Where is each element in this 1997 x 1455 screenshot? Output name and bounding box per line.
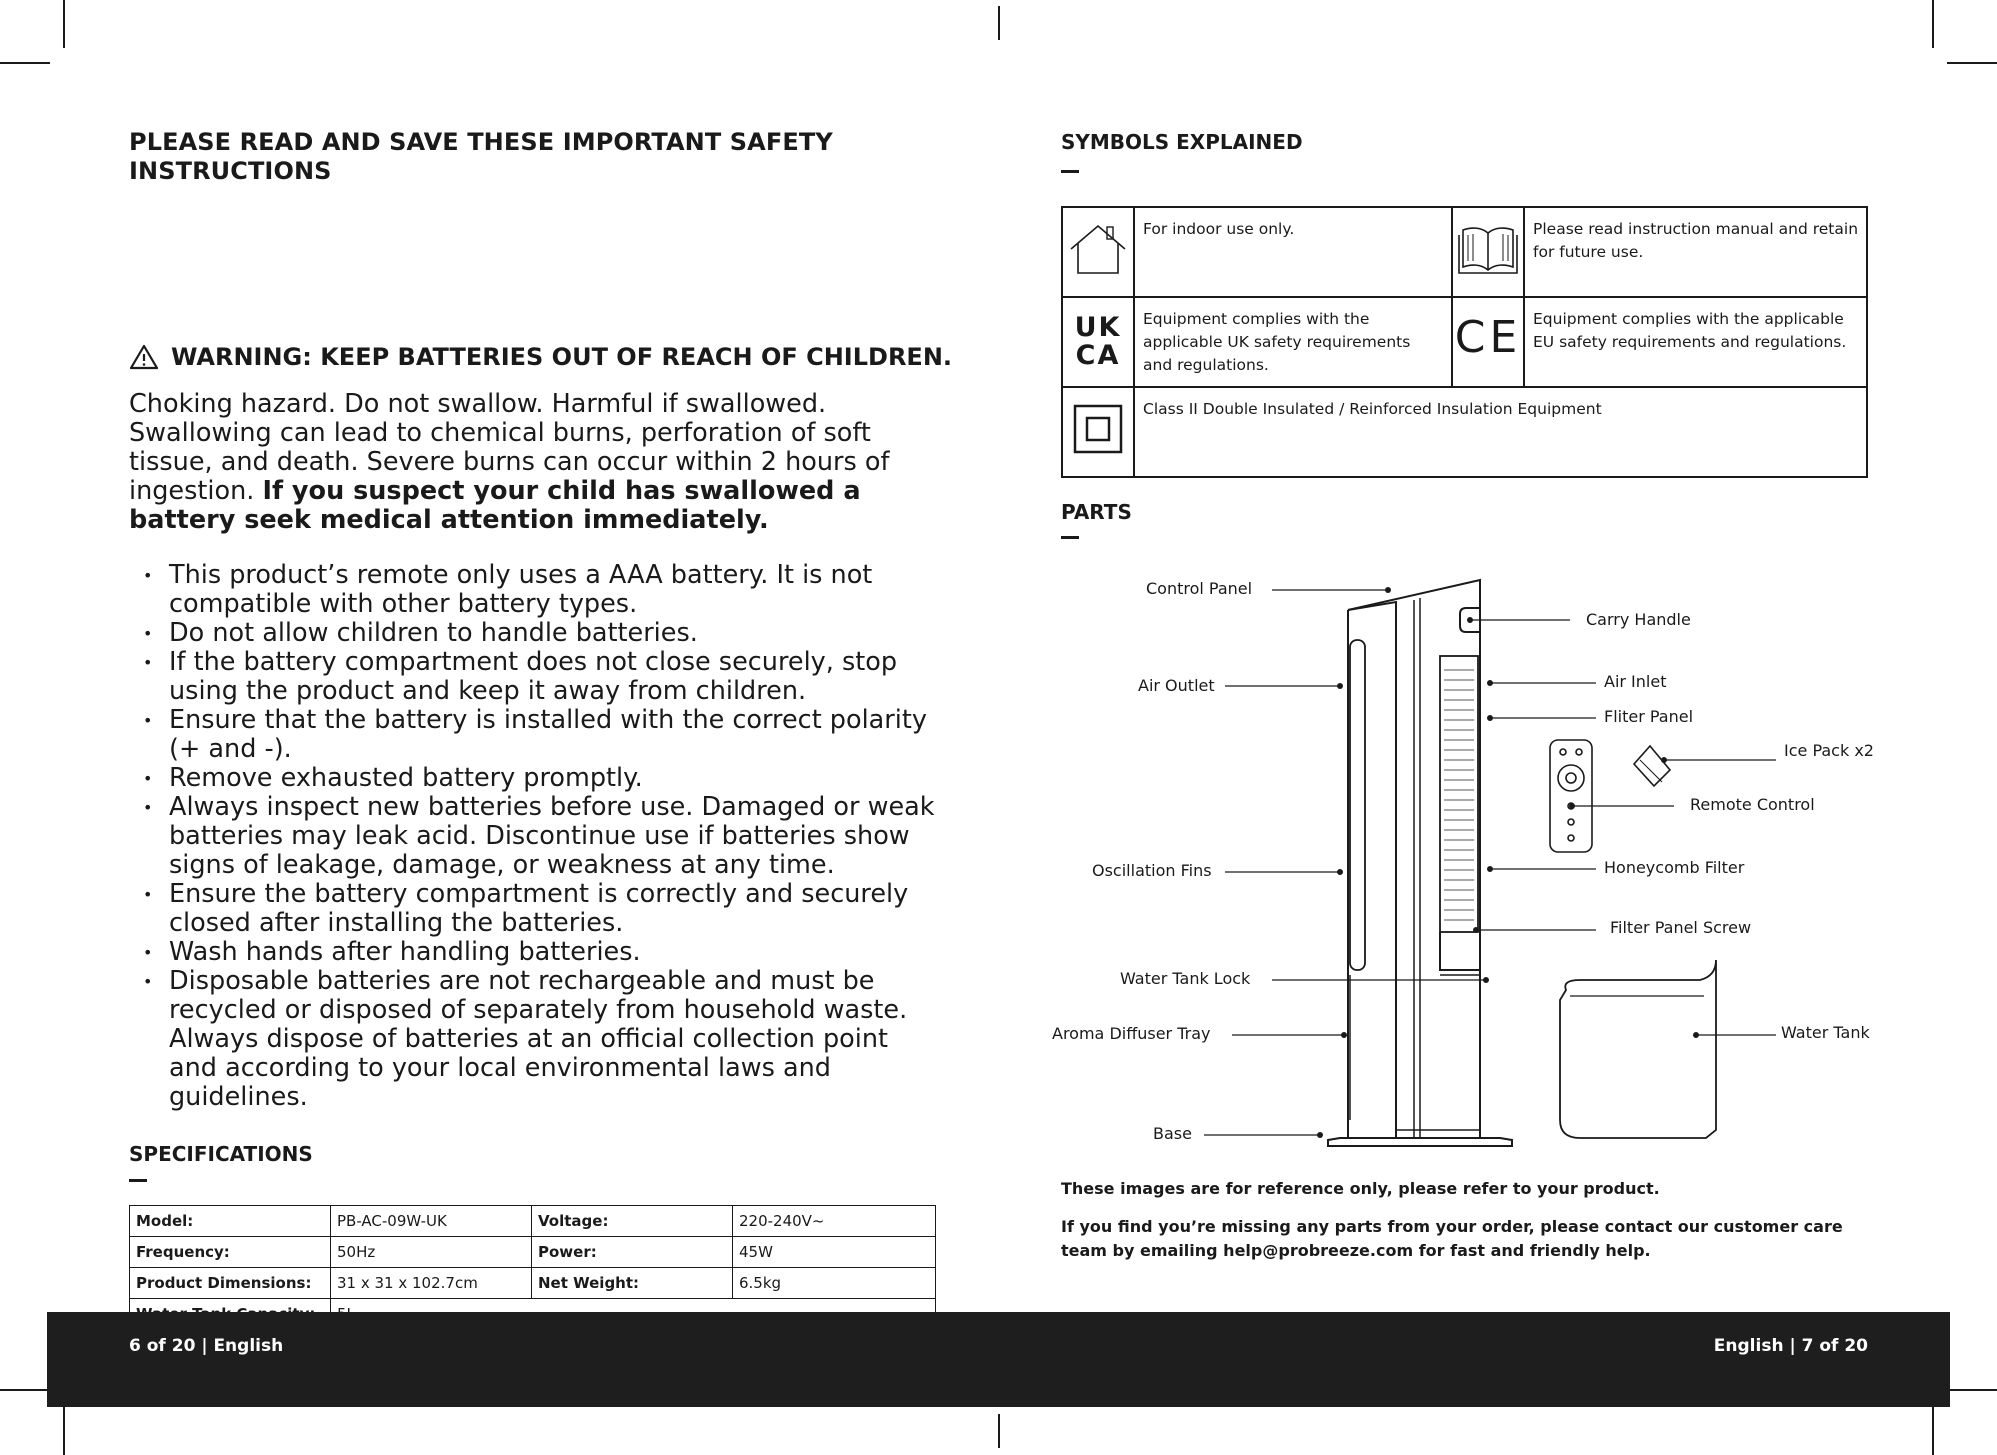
part-label-filter-panel: Fliter Panel [1604,707,1694,726]
spec-key: Net Weight: [532,1268,733,1299]
part-label-air-inlet: Air Inlet [1604,672,1667,691]
spec-value: 31 x 31 x 102.7cm [331,1268,532,1299]
warning-text: WARNING: KEEP BATTERIES OUT OF REACH OF CHILDREN. [171,343,953,371]
part-label-oscillation-fins: Oscillation Fins [1092,861,1212,880]
symbol-description: Class II Double Insulated / Reinforced Insulation Equipment [1134,387,1867,477]
page-number-right: English | 7 of 20 [1713,1336,1868,1356]
part-label-carry-handle: Carry Handle [1586,610,1691,629]
part-label-base: Base [1153,1124,1192,1143]
part-label-air-outlet: Air Outlet [1138,676,1215,695]
parts-heading: PARTS [1061,500,1132,524]
medical-attention-text: If you suspect your child has swallowed a battery seek medical attention immediately. [129,476,861,535]
symbol-description: Equipment complies with the applicable EU safety requirements and regulations. [1524,297,1867,387]
page-footer [47,1312,1950,1407]
choking-text: Choking hazard. Do not swallow. Harmful if swallowed. Swallowing can lead to chemical burns, perforation of soft tissue, and death. Severe burns can occur within 2 hours of ingestion. [129,389,890,506]
list-item: • Do not allow children to handle batteries. [129,619,941,648]
missing-parts-note: If you find you’re missing any parts from your order, please contact our customer care team by emailing help@probreeze.com for fast and friendly help. [1061,1217,1843,1260]
part-label-remote-control: Remote Control [1690,795,1815,814]
part-label-honeycomb-filter: Honeycomb Filter [1604,858,1745,877]
spec-value: 220-240V~ [733,1206,936,1237]
list-item: • Ensure that the battery is installed with the correct polarity (+ and -). [129,706,941,764]
list-item: • Disposable batteries are not rechargeable and must be recycled or disposed of separately from household waste. Always dispose of batteries at an official collection point and according to your local environmental laws and guidelines. [129,967,941,1112]
part-label-water-tank: Water Tank [1781,1023,1870,1042]
symbols-heading: SYMBOLS EXPLAINED [1061,130,1303,154]
part-label-filter-panel-screw: Filter Panel Screw [1610,918,1752,937]
reference-note: These images are for reference only, please refer to your product. [1061,1179,1660,1198]
list-item: • Always inspect new batteries before use. Damaged or weak batteries may leak acid. Discontinue use if batteries show signs of leakage, damage, or weakness at any time. [129,793,941,880]
part-label-aroma-diffuser-tray: Aroma Diffuser Tray [1052,1024,1211,1043]
safety-heading: PLEASE READ AND SAVE THESE IMPORTANT SAFETY INSTRUCTIONS [129,128,833,185]
symbol-description: Equipment complies with the applicable UK safety requirements and regulations. [1134,297,1452,387]
spec-value: 50Hz [331,1237,532,1268]
part-label-control-panel: Control Panel [1146,579,1253,598]
page-number-left: 6 of 20 | English [129,1336,284,1356]
ukca-mark-icon: UK CA [1074,311,1122,371]
spec-value: 6.5kg [733,1268,936,1299]
symbol-description: For indoor use only. [1134,207,1452,297]
specifications-heading: SPECIFICATIONS [129,1142,313,1166]
list-item: • Wash hands after handling batteries. [129,938,941,967]
part-label-water-tank-lock: Water Tank Lock [1120,969,1251,988]
spec-value: PB-AC-09W-UK [331,1206,532,1237]
spec-key: Power: [532,1237,733,1268]
spec-value: 45W [733,1237,936,1268]
spec-key: Frequency: [130,1237,331,1268]
symbol-description: Please read instruction manual and retain for future use. [1524,207,1867,297]
ce-mark-icon: CE [1454,311,1522,363]
spec-key: Product Dimensions: [130,1268,331,1299]
spec-key: Model: [130,1206,331,1237]
list-item: • If the battery compartment does not close securely, stop using the product and keep it away from children. [129,648,941,706]
spec-key: Voltage: [532,1206,733,1237]
list-item: • This product’s remote only uses a AAA battery. It is not compatible with other battery types. [129,561,941,619]
part-label-ice-pack: Ice Pack x2 [1784,741,1874,760]
list-item: • Remove exhausted battery promptly. [129,764,941,793]
list-item: • Ensure the battery compartment is correctly and securely closed after installing the batteries. [129,880,941,938]
